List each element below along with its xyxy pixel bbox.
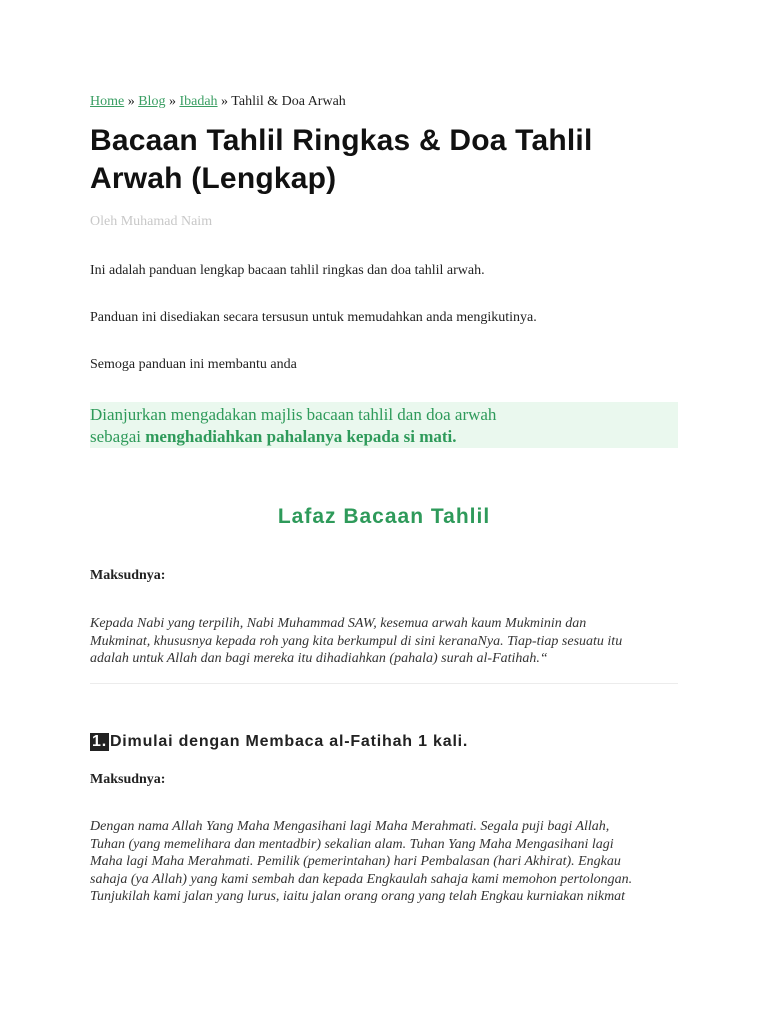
section-heading: Lafaz Bacaan Tahlil — [277, 505, 491, 529]
intro-paragraph-3: Semoga panduan ini membantu anda — [90, 357, 297, 372]
callout-line-1: Dianjurkan mengadakan majlis bacaan tahlil dan doa arwah — [90, 405, 497, 424]
highlight-callout — [90, 402, 678, 448]
maksud-1-line: Mukminat, khususnya kepada roh yang kita berkumpul di sini keranaNya. Tiap-tiap sesuatu itu — [90, 633, 623, 649]
maksud-1-line: Kepada Nabi yang terpilih, Nabi Muhammad SAW, kesemua arwah kaum Mukminin dan — [90, 616, 587, 631]
callout-plain-text: sebagai — [90, 427, 146, 446]
author-byline: Oleh Muhamad Naim — [90, 214, 213, 229]
page-title — [90, 122, 680, 198]
maksud-label-2: Maksudnya: — [90, 772, 166, 787]
maksud-2-line: Tuhan (yang memelihara dan mentadbir) sekalian alam. Tuhan Yang Maha Mengasihani lagi — [90, 836, 614, 852]
maksud-2-line: Maha lagi Maha Merahmati. Pemilik (pemerintahan) hari Pembalasan (hari Akhirat). Engkau — [90, 854, 621, 869]
breadcrumb-blog-link[interactable]: Blog — [138, 94, 166, 109]
callout-bold-text: menghadiahkan pahalanya kepada si mati. — [145, 427, 457, 446]
step-1-heading — [90, 733, 468, 751]
breadcrumb — [90, 94, 346, 110]
breadcrumb-ibadah-link[interactable]: Ibadah — [179, 94, 218, 109]
page-title-line-1: Bacaan Tahlil Ringkas & Doa Tahlil — [90, 124, 593, 157]
maksud-2-line: Dengan nama Allah Yang Maha Mengasihani lagi Maha Merahmati. Segala puji bagi Allah, — [90, 819, 610, 834]
intro-paragraph-1: Ini adalah panduan lengkap bacaan tahlil ringkas dan doa tahlil arwah. — [90, 263, 485, 278]
maksud-label-1: Maksudnya: — [90, 568, 166, 583]
maksud-2-line: Tunjukilah kami jalan yang lurus, iaitu jalan orang orang yang telah Engkau kurniakan nikmat — [90, 889, 626, 904]
maksud-2-line: sahaja (ya Allah) yang kami sembah dan kepada Engkaulah sahaja kami memohon pertolongan. — [90, 871, 633, 887]
maksud-1-line: adalah untuk Allah dan bagi mereka itu dihadiahkan (pahala) surah al-Fatihah.“ — [90, 651, 548, 666]
breadcrumb-separator: » — [221, 94, 229, 109]
maksud-text-1 — [90, 615, 680, 668]
breadcrumb-current: Tahlil & Doa Arwah — [231, 94, 346, 109]
page-title-line-2: Arwah (Lengkap) — [90, 162, 337, 195]
section-divider — [90, 683, 678, 684]
breadcrumb-separator: » — [168, 94, 176, 109]
breadcrumb-home-link[interactable]: Home — [90, 94, 125, 109]
intro-paragraph-2: Panduan ini disediakan secara tersusun untuk memudahkan anda mengikutinya. — [90, 310, 537, 325]
breadcrumb-separator: » — [127, 94, 135, 109]
maksud-text-2 — [90, 818, 680, 906]
callout-line-2 — [90, 427, 457, 447]
step-1-text: Dimulai dengan Membaca al-Fatihah 1 kali. — [109, 733, 469, 750]
step-number-badge: 1. — [92, 733, 107, 750]
